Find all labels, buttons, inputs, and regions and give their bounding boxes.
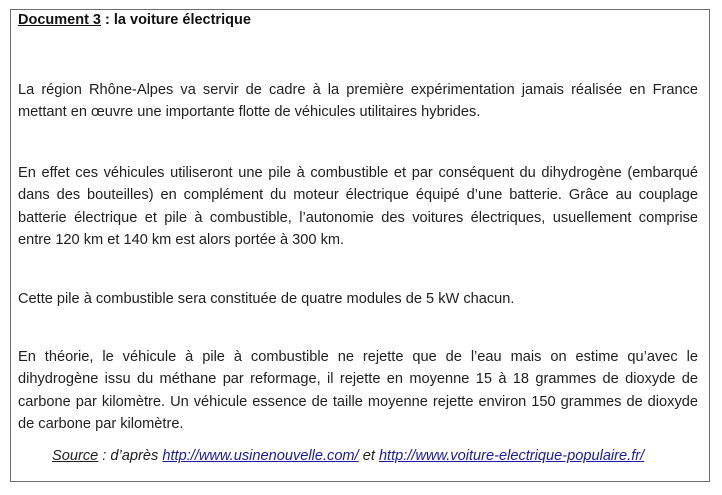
paragraph-fuel-cell: En effet ces véhicules utiliseront une pile à combustible et par conséquent du dihydrogène (embarqué dans des bouteilles) en complément du moteur électrique équipé d’une batterie. Grâce au couplage batterie électrique et pile à combustible, l’autonomie des voitures électriques, usuellement comprise entre 120 km et 140 km est alors portée à 300 km.: [18, 165, 698, 249]
source-link-voiture-electrique[interactable]: http://www.voiture-electrique-populaire.fr/: [378, 448, 645, 464]
document-title: [18, 12, 251, 28]
source-prefix: : d’après: [98, 448, 163, 464]
paragraph-intro: La région Rhône-Alpes va servir de cadre à la première expérimentation jamais réalisée en France mettant en œuvre une importante flotte de véhicules utilitaires hybrides.: [18, 82, 698, 121]
document-title-text: : la voiture électrique: [101, 12, 251, 28]
source-label: Source: [52, 448, 99, 464]
document-label: Document 3: [18, 12, 101, 28]
paragraph-emissions: En théorie, le véhicule à pile à combustible ne rejette que de l’eau mais on estime qu’avec le dihydrogène issu du méthane par reformage, il rejette en moyenne 15 à 18 grammes de dioxyde de carbone par kilomètre. Un véhicule essence de taille moyenne rejette environ 150 grammes de dioxyde de carbone par kilomètre.: [18, 349, 698, 433]
paragraph-modules: Cette pile à combustible sera constituée de quatre modules de 5 kW chacun.: [18, 291, 515, 307]
source-link-usinenouvelle[interactable]: http://www.usinenouvelle.com/: [162, 448, 359, 464]
source-citation: [52, 448, 644, 464]
source-connector: et: [358, 448, 379, 464]
